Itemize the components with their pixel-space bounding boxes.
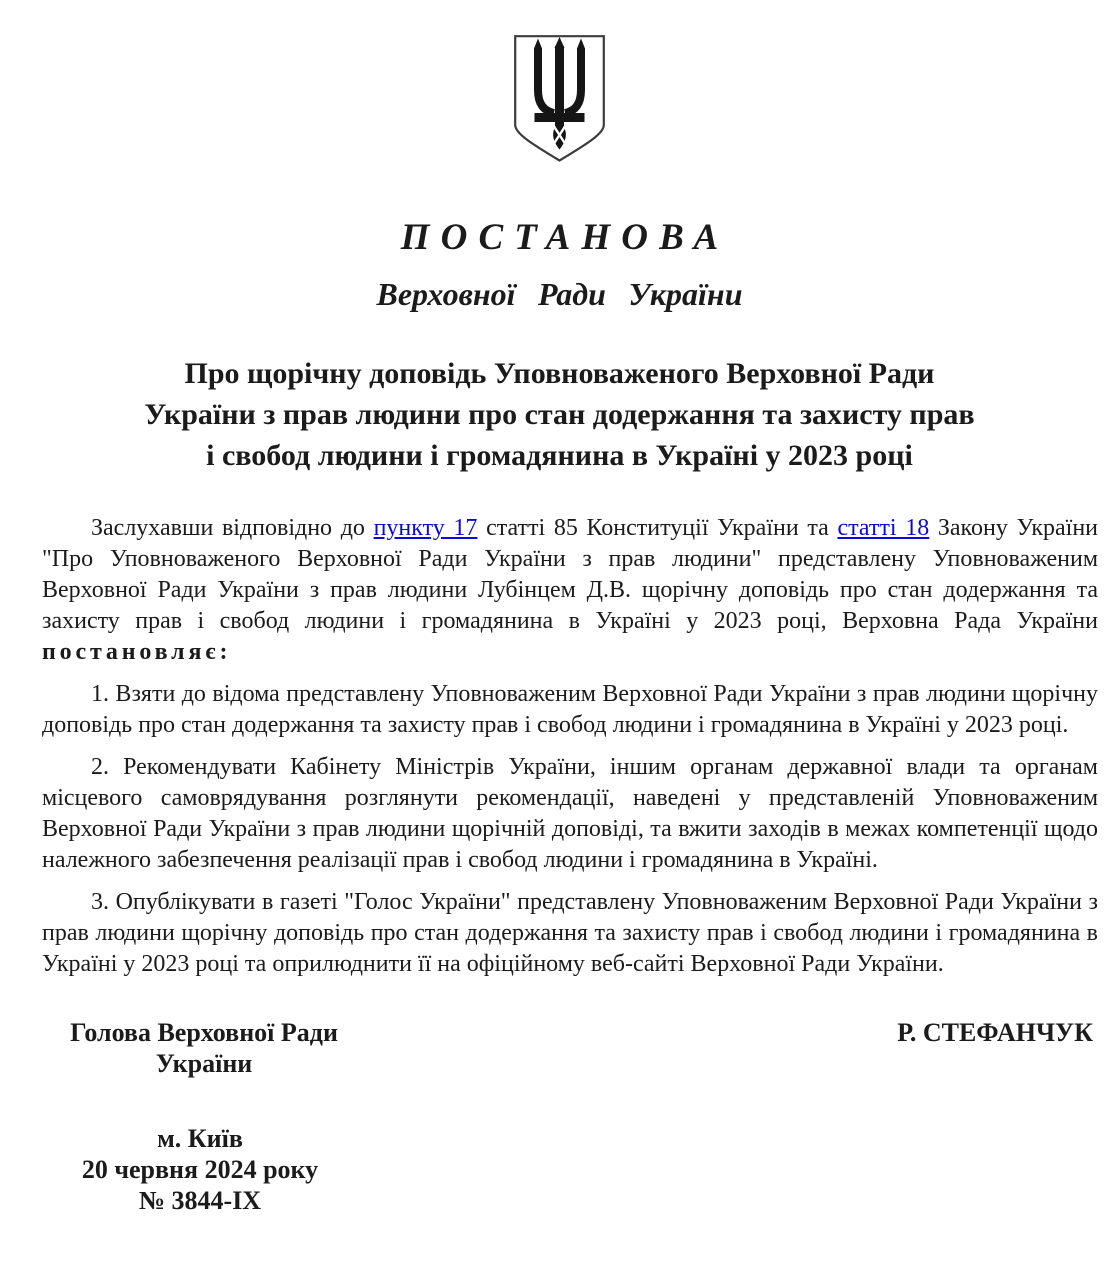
resolution-item-3: 3. Опублікувати в газеті "Голос України" представлену Уповноваженим Верховної Ради України з прав людини щорічну доповідь про стан додержання та захисту прав і свобод людини і громадянина в Україні у 2023 році та оприлюднити її на офіційному веб-сайті Верховної Ради України. (42, 889, 1098, 977)
document-body (0, 513, 1119, 980)
signatory-title-line-2: України (155, 1049, 253, 1078)
link-punktu-17[interactable]: пункту 17 (373, 515, 478, 541)
document-title-line-2: України з прав людини про стан додержання та захисту прав (144, 398, 975, 431)
coat-of-arms-ukraine-icon (513, 34, 606, 163)
document-issuer-subtitle: Верховної Ради України (376, 276, 743, 312)
signatory-title (66, 1017, 342, 1079)
preamble-text-2: статті 85 Конституції України та (477, 515, 838, 541)
document-title (0, 353, 1119, 476)
document-title-line-3: і свобод людини і громадянина в Україні у 2023 році (206, 439, 913, 472)
resolution-item-1: 1. Взяти до відома представлену Уповноваженим Верховної Ради України з прав людини щорічну доповідь про стан додержання та захисту прав і свобод людини і громадянина в Україні у 2023 році. (42, 681, 1098, 738)
resolution-item-2: 2. Рекомендувати Кабінету Міністрів України, іншим органам державної влади та органам місцевого самоврядування розглянути рекомендації, наведені у представленій Уповноваженим Верховної Ради України з прав людини щорічній доповіді, та вжити заходів в межах компетенції щодо належного забезпечення реалізації прав і свобод людини і громадянина в Україні. (42, 754, 1098, 873)
document-title-line-1: Про щорічну доповідь Уповноваженого Верховної Ради (184, 357, 935, 390)
issuance-block (68, 1123, 332, 1216)
preamble-text-3: Закону України "Про Уповноваженого Верховної Ради України з прав людини" представлену Уповноваженим Верховної Ради України з прав людини Лубінцем Д.В. щорічну доповідь про стан додержання та захисту прав і свобод людини і громадянина в Україні у 2023 році, Верховна Рада України (42, 515, 1099, 634)
issuance-place: м. Київ (157, 1124, 243, 1153)
signatory-title-line-1: Голова Верховної Ради (70, 1018, 338, 1047)
resolves-keyword: постановляє: (42, 639, 232, 665)
preamble-paragraph (42, 513, 1098, 668)
link-statti-18[interactable]: статті 18 (837, 515, 930, 541)
document-type-title: ПОСТАНОВА (400, 217, 730, 258)
signature-block (66, 1017, 1093, 1079)
signatory-name: Р. СТЕФАНЧУК (897, 1018, 1093, 1047)
issuance-date: 20 червня 2024 року (81, 1155, 319, 1184)
preamble-text-1: Заслухавши відповідно до (91, 515, 374, 541)
issuance-number: № 3844-IX (138, 1186, 262, 1215)
